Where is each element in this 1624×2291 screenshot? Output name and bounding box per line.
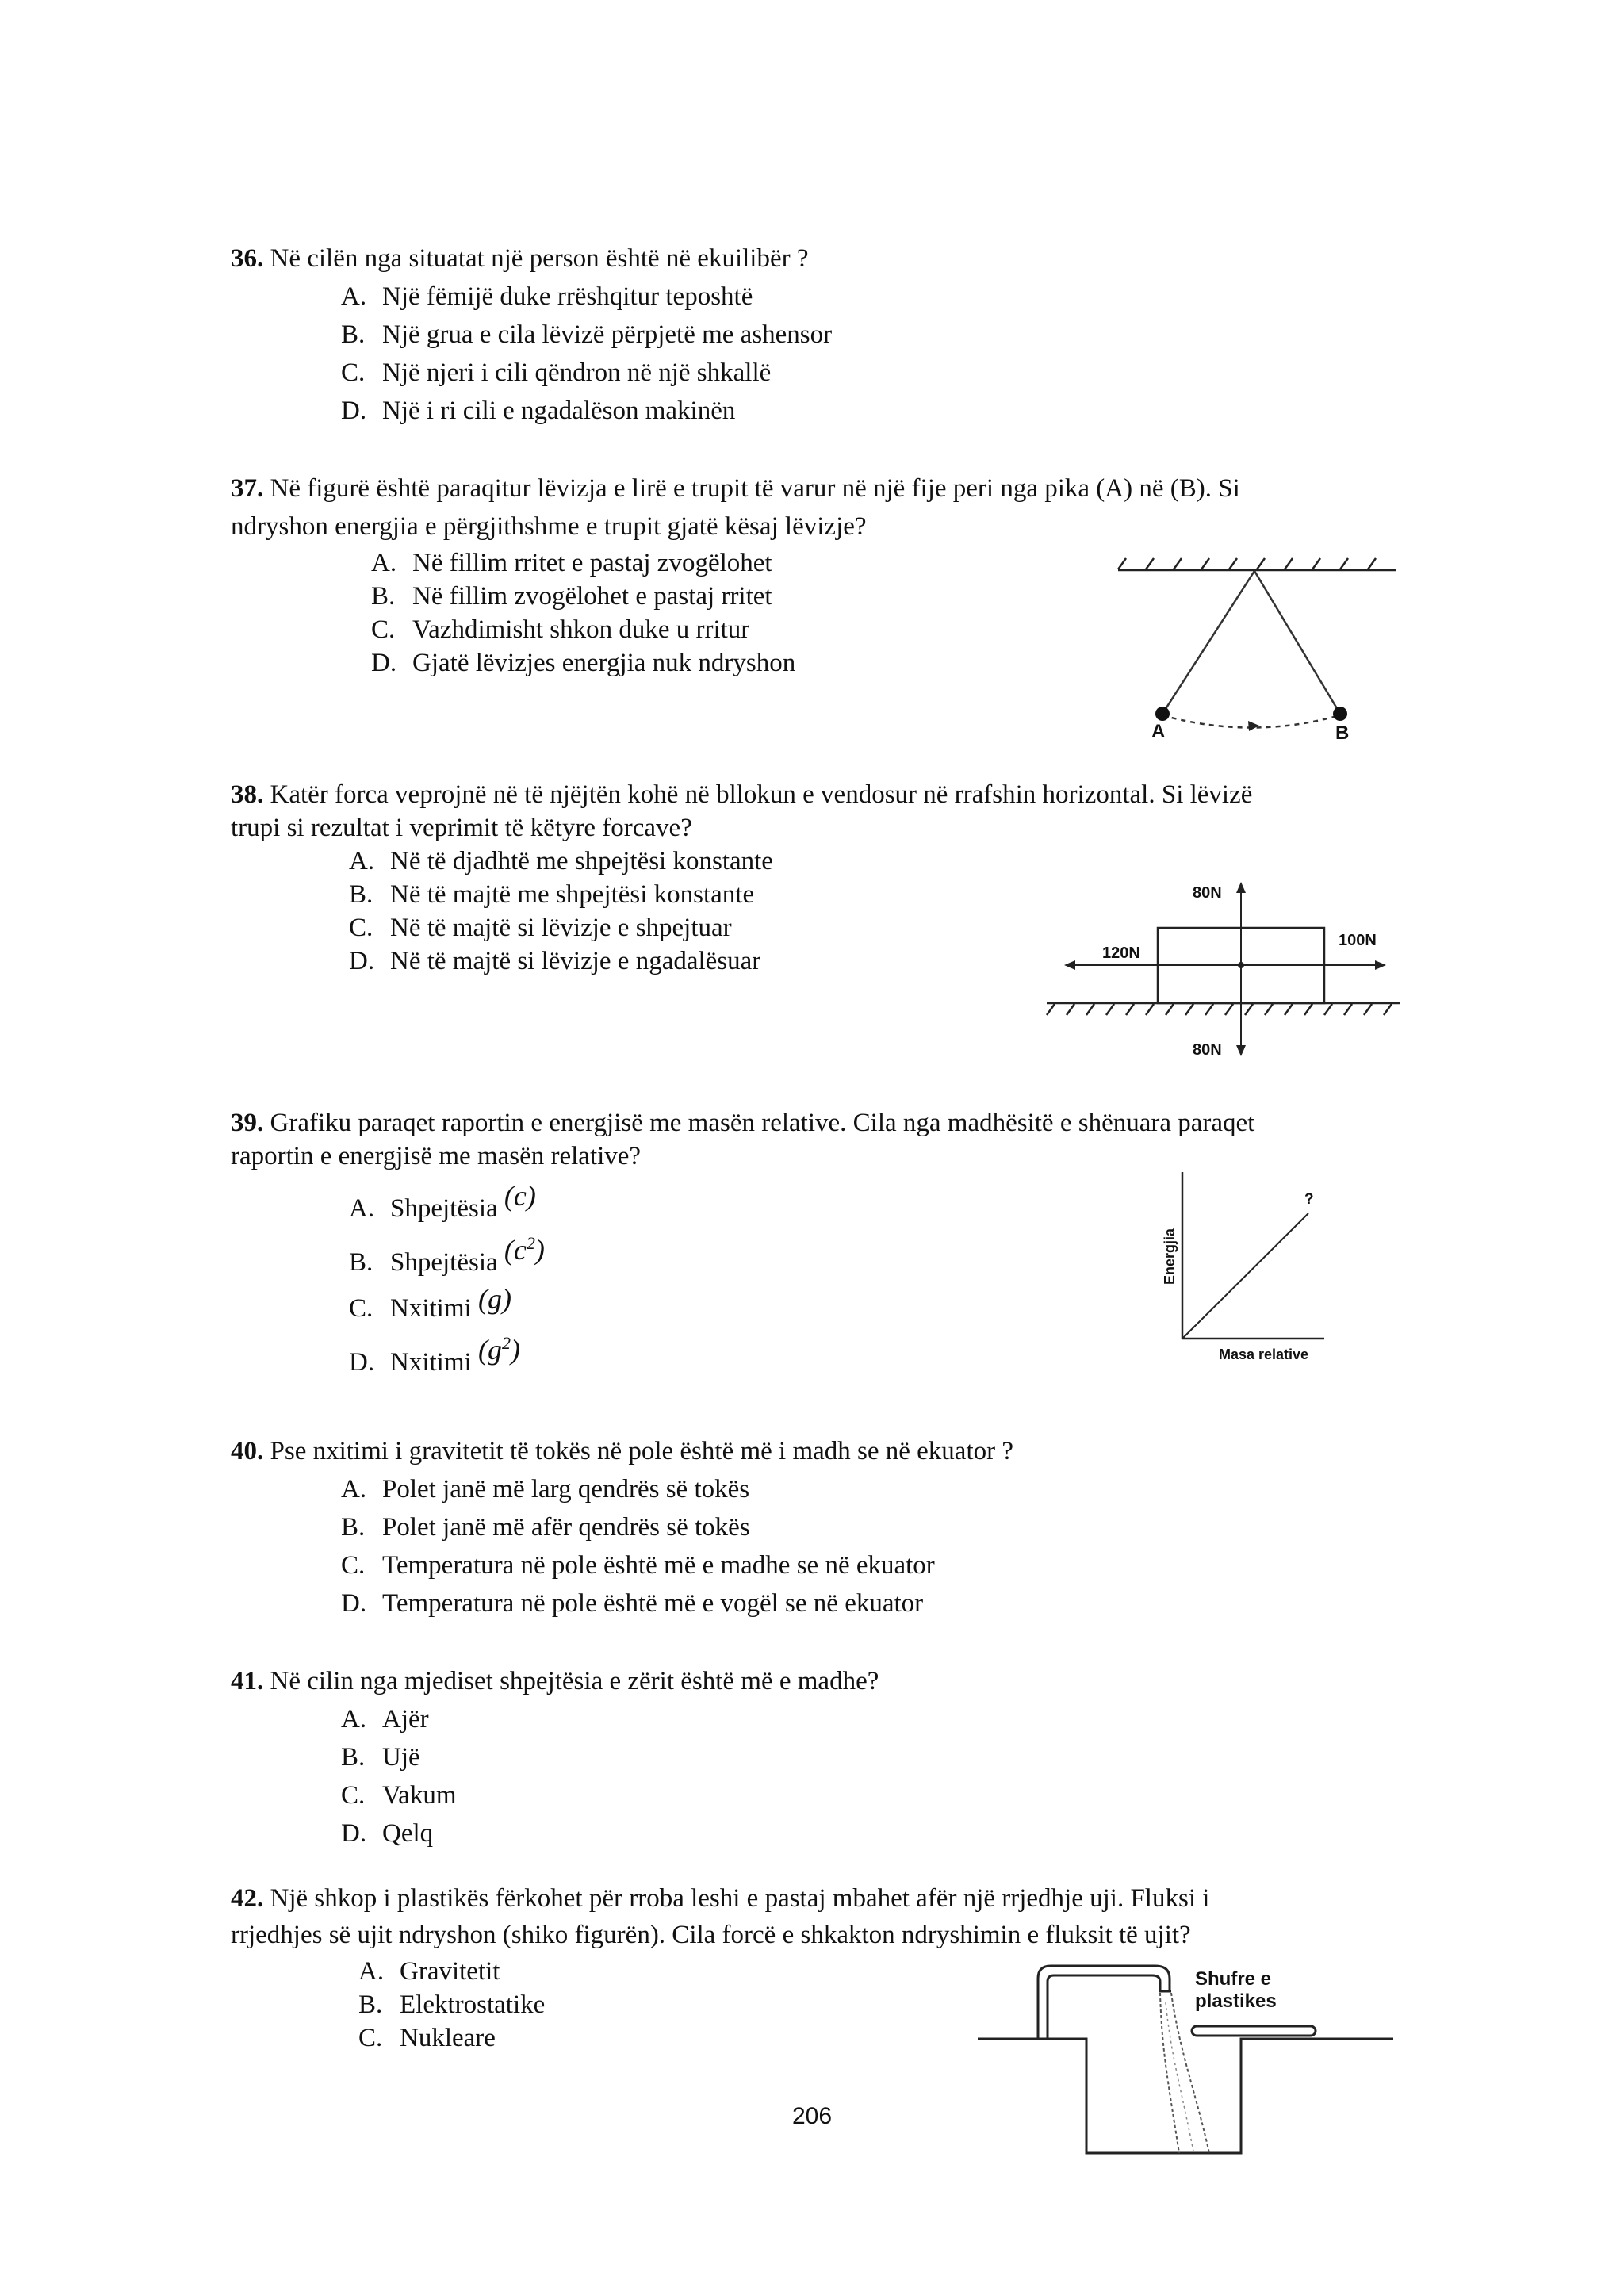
question-number: 41. (231, 1667, 264, 1695)
pendulum-figure (1110, 547, 1404, 745)
force-right-label: 100N (1339, 932, 1377, 949)
water-stream-figure (971, 1955, 1404, 2161)
option-letter: C. (341, 358, 366, 387)
option-40-c (341, 1550, 935, 1581)
force-diagram-figure (1039, 872, 1411, 1063)
math-base: c (513, 1180, 527, 1212)
option-letter: A. (341, 1705, 367, 1734)
option-text: Elektrostatike (400, 1990, 546, 2019)
basin-outline (978, 2039, 1393, 2153)
option-letter: A. (349, 1194, 375, 1223)
y-axis-label: Energjia (1162, 1228, 1178, 1285)
question-40-stem (231, 1435, 1013, 1467)
ceiling-hatching (1118, 558, 1396, 570)
option-41-a (341, 1703, 429, 1735)
question-text: Një shkop i plastikës fërkohet për rroba leshi e pastaj mbahet afër një rrjedhje uji. Fluksi i (263, 1884, 1210, 1913)
option-37-b (371, 580, 772, 612)
arrow-head (1248, 721, 1259, 731)
option-letter: A. (349, 847, 375, 875)
faucet-pipe (1038, 1966, 1170, 2039)
option-text: Në të djadhtë me shpejtësi konstante (390, 847, 773, 875)
option-39-a (349, 1180, 536, 1224)
question-37-stem-line2: ndryshon energjia e përgjithshme e trupit gjatë kësaj lëvizje? (231, 512, 867, 541)
arrow-down (1236, 1045, 1246, 1056)
option-letter: B. (349, 1248, 373, 1277)
question-text: Katër forca veprojnë në të njëjtën kohë në bllokun e vendosur në rrafshin horizontal. Si lëvizë (263, 780, 1253, 809)
option-text: Qelq (382, 1819, 434, 1848)
math-base: c (513, 1234, 527, 1266)
option-39-c (349, 1285, 511, 1324)
string-right (1254, 571, 1340, 714)
option-text: Nxitimi (390, 1294, 472, 1323)
option-36-c (341, 357, 771, 389)
page-number: 206 (791, 2103, 833, 2129)
option-39-b (349, 1233, 545, 1278)
question-39-stem-line2: raportin e energjisë me masën relative? (231, 1142, 642, 1170)
arrow-right (1375, 960, 1386, 970)
option-41-b (341, 1741, 420, 1773)
option-text: Temperatura në pole është më e vogël se në ekuator (382, 1589, 924, 1618)
option-letter: D. (341, 1589, 367, 1618)
energy-mass-graph (1154, 1166, 1344, 1368)
question-text: Në cilin nga mjediset shpejtësia e zërit është më e madhe? (263, 1667, 879, 1695)
question-number: 37. (231, 474, 264, 503)
plastic-rod (1192, 2026, 1316, 2036)
option-text: Një fëmijë duke rrëshqitur teposhtë (382, 282, 753, 311)
string-left (1162, 571, 1254, 714)
option-text: Temperatura në pole është më e madhe se në ekuator (382, 1551, 935, 1580)
option-letter: C. (341, 1551, 366, 1580)
option-text: Vakum (382, 1781, 457, 1810)
option-42-a (358, 1956, 500, 1987)
option-37-d (371, 647, 795, 679)
ground-hatching (1047, 1003, 1400, 1015)
option-letter: B. (371, 582, 396, 611)
option-40-b (341, 1511, 750, 1543)
option-letter: A. (371, 549, 397, 577)
question-text: Pse nxitimi i gravitetit të tokës në pole është më i madh se në ekuator ? (263, 1437, 1014, 1465)
option-letter: C. (358, 2024, 383, 2052)
option-text: Polet janë më afër qendrës së tokës (382, 1513, 750, 1542)
option-38-a (349, 845, 773, 877)
option-37-c (371, 614, 749, 646)
center-point (1238, 962, 1244, 968)
question-42-stem-line1 (231, 1883, 1209, 1914)
force-up-label: 80N (1193, 884, 1222, 902)
option-letter: C. (371, 615, 396, 644)
option-text: Shpejtësia (390, 1194, 498, 1223)
option-38-b (349, 879, 754, 910)
option-36-b (341, 319, 832, 351)
question-number: 39. (231, 1109, 264, 1137)
arrow-up (1236, 882, 1246, 893)
option-text: Në të majtë si lëvizje e ngadalësuar (390, 947, 761, 975)
math-base: g (487, 1283, 502, 1315)
option-letter: B. (341, 320, 366, 349)
math-base: g (487, 1334, 502, 1366)
force-left-label: 120N (1102, 944, 1140, 962)
question-38-stem-line1 (231, 779, 1252, 810)
option-letter: D. (341, 1819, 367, 1848)
option-text: Ujë (382, 1743, 420, 1772)
option-text: Gjatë lëvizjes energjia nuk ndryshon (412, 649, 796, 677)
question-number: 40. (231, 1437, 264, 1465)
label-a: A (1151, 721, 1166, 742)
option-text: Në fillim rritet e pastaj zvogëlohet (412, 549, 772, 577)
option-letter: C. (349, 914, 373, 942)
option-36-d (341, 395, 735, 427)
rod-label-line2: plastikes (1195, 1990, 1277, 2012)
option-41-c (341, 1780, 457, 1811)
math-expression: (g) (477, 1283, 511, 1315)
option-42-b (358, 1989, 545, 2021)
option-letter: A. (358, 1957, 385, 1986)
math-expression: (c) (504, 1180, 536, 1212)
question-36-stem (231, 243, 809, 274)
bob-a (1155, 707, 1170, 721)
rod-label-line1: Shufre e (1195, 1968, 1272, 1990)
option-40-a (341, 1473, 749, 1505)
x-axis-label: Masa relative (1219, 1347, 1309, 1362)
question-37-stem-line1 (231, 473, 1240, 504)
option-38-c (349, 912, 732, 944)
mark-label: ? (1304, 1191, 1314, 1208)
option-letter: D. (349, 947, 375, 975)
question-number: 42. (231, 1884, 264, 1913)
option-41-d (341, 1818, 433, 1849)
option-text: Një njeri i cili qëndron në një shkallë (382, 358, 772, 387)
option-letter: A. (341, 282, 367, 311)
question-41-stem (231, 1665, 879, 1697)
option-letter: C. (341, 1781, 366, 1810)
option-text: Në të majtë me shpejtësi konstante (390, 880, 755, 909)
question-38-stem-line2: trupi si rezultat i veprimit të këtyre forcave? (231, 814, 692, 842)
force-down-label: 80N (1193, 1041, 1222, 1059)
option-letter: B. (341, 1743, 366, 1772)
option-36-a (341, 281, 753, 312)
label-b: B (1335, 722, 1350, 744)
option-letter: B. (341, 1513, 366, 1542)
option-37-a (371, 547, 772, 579)
question-number: 38. (231, 780, 264, 809)
option-text: Në fillim zvogëlohet e pastaj rritet (412, 582, 772, 611)
arrow-left (1064, 960, 1075, 970)
math-exponent: 2 (501, 1333, 511, 1353)
option-text: Vazhdimisht shkon duke u rritur (412, 615, 750, 644)
option-letter: B. (358, 1990, 383, 2019)
graph-line (1182, 1213, 1308, 1339)
option-letter: B. (349, 880, 373, 909)
option-text: Gravitetit (400, 1957, 500, 1986)
option-letter: D. (349, 1348, 375, 1377)
option-42-c (358, 2022, 496, 2054)
math-expression: $(g^2)$ (477, 1333, 520, 1366)
question-number: 36. (231, 244, 264, 273)
option-text: Nukleare (400, 2024, 496, 2052)
option-text: Një grua e cila lëvizë përpjetë me ashensor (382, 320, 833, 349)
option-text: Në të majtë si lëvizje e shpejtuar (390, 914, 732, 942)
math-exponent: 2 (526, 1233, 535, 1253)
option-text: Nxitimi (390, 1348, 472, 1377)
option-38-d (349, 945, 760, 977)
option-letter: A. (341, 1475, 367, 1504)
question-text: Grafiku paraqet raportin e energjisë me masën relative. Cila nga madhësitë e shënuara paraqet (263, 1109, 1255, 1137)
option-letter: C. (349, 1294, 373, 1323)
option-text: Një i ri cili e ngadalëson makinën (382, 397, 736, 425)
option-letter: D. (371, 649, 397, 677)
question-text: Në cilën nga situatat një person është në ekuilibër ? (263, 244, 809, 273)
option-text: Ajër (382, 1705, 429, 1734)
math-expression: $(c^2)$ (504, 1233, 545, 1266)
option-40-d (341, 1588, 923, 1619)
option-letter: D. (341, 397, 367, 425)
question-text: Në figurë është paraqitur lëvizja e lirë e trupit të varur në një fije peri nga pika (A) në (B). Si (263, 474, 1240, 503)
question-39-stem-line1 (231, 1107, 1254, 1139)
option-39-d (349, 1333, 520, 1378)
question-42-stem-line2: rrjedhjes së ujit ndryshon (shiko figurën). Cila forcë e shkakton ndryshimin e fluksit të ujit? (231, 1921, 1191, 1949)
bob-b (1333, 707, 1347, 721)
option-text: Shpejtësia (390, 1248, 498, 1277)
option-text: Polet janë më larg qendrës së tokës (382, 1475, 750, 1504)
